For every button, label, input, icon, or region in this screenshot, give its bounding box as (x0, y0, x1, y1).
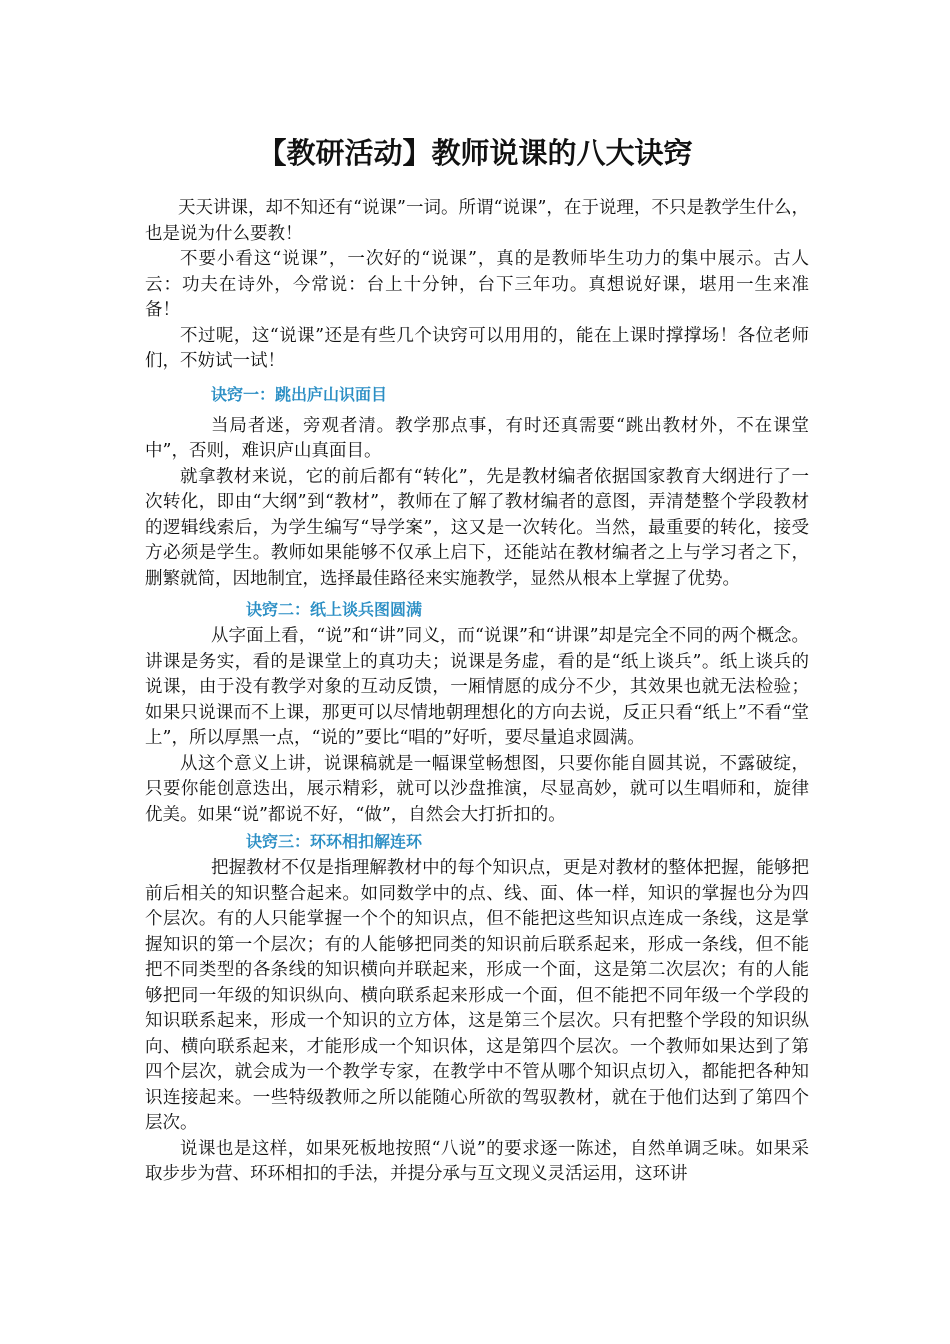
section-heading-2: 诀窍二：纸上谈兵图圆满 (246, 600, 423, 619)
page-title: 【教研活动】教师说课的八大诀窍 (257, 136, 693, 170)
paragraph-intro-3: 不过呢，这“说课”还是有些几个诀窍可以用用的，能在上课时撑撑场！各位老师们，不妨试一试！ (145, 325, 809, 371)
section-heading-1: 诀窍一：跳出庐山识面目 (211, 384, 388, 404)
section-heading-3: 诀窍三：环环相扣解连环 (246, 832, 423, 851)
paragraph-intro-1: 天天讲课，却不知还有“说课”一词。所谓“说课”，在于说理，不只是教学生什么，也是说为什么要教！ (145, 198, 809, 244)
paragraph-section2-2: 从这个意义上讲，说课稿就是一幅课堂畅想图，只要你能自圆其说，不露破绽，只要你能创意迭出，展示精彩，就可以沙盘推演，尽显高妙，就可以生唱师和，旋律优美。如果“说”都说不好，“做”，自然会大打折扣的。 (145, 753, 809, 825)
paragraph-section1-2: 就拿教材来说，它的前后都有“转化”，先是教材编者依据国家教育大纲进行了一次转化，即由“大纲”到“教材”，教师在了解了教材编者的意图，弄清楚整个学段教材的逻辑线索后，为学生编写“导学案”，这又是一次转化。当然，最重要的转化，接受方必须是学生。教师如果能够不仅承上启下，还能站在教材编者之上与学习者之下，删繁就简，因地制宜，选择最佳路径来实施教学，显然从根本上掌握了优势。 (145, 466, 809, 589)
paragraph-section3-1: 把握教材不仅是指理解教材中的每个知识点，更是对教材的整体把握，能够把前后相关的知识整合起来。如同数学中的点、线、面、体一样，知识的掌握也分为四个层次。有的人只能掌握一个个的知识点，但不能把这些知识点连成一条线，这是掌握知识的第一个层次；有的人能够把同类的知识前后联系起来，形成一条线，但不能把不同类型的各条线的知识横向并联起来，形成一个面，这是第二次层次；有的人能够把同一年级的知识纵向、横向联系起来形成一个面，但不能把不同年级一个学段的知识联系起来，形成一个知识的立方体，这是第三个层次。只有把整个学段的知识纵向、横向联系起来，才能形成一个知识体，这是第四个层次。一个教师如果达到了第四个层次，就会成为一个教学专家，在教学中不管从哪个知识点切入，都能把各种知识连接起来。一些特级教师之所以能随心所欲的驾驭教材，就在于他们达到了第四个层次。 (145, 858, 809, 1133)
document-body (145, 196, 809, 1188)
paragraph-section1-1: 当局者迷，旁观者清。教学那点事，有时还真需要“跳出教材外，不在课堂中”，否则，难识庐山真面目。 (145, 415, 809, 461)
paragraph-intro-2: 不要小看这“说课”，一次好的“说课”，真的是教师毕生功力的集中展示。古人云：功夫在诗外，今常说：台上十分钟，台下三年功。真想说好课，堪用一生来准备！ (145, 249, 809, 320)
paragraph-section2-1: 从字面上看，“说”和“讲”同义，而“说课”和“讲课”却是完全不同的两个概念。讲课是务实，看的是课堂上的真功夫；说课是务虚，看的是“纸上谈兵”。纸上谈兵的说课，由于没有教学对象的互动反馈，一厢情愿的成分不少，其效果也就无法检验；如果只说课而不上课，那更可以尽情地朝理想化的方向去说，反正只看“纸上”不看“堂上”，所以厚黑一点，“说的”要比“唱的”好听，要尽量追求圆满。 (145, 626, 809, 748)
paragraph-section3-2: 说课也是这样，如果死板地按照“八说”的要求逐一陈述，自然单调乏味。如果采取步步为营、环环相扣的手法，并提分承与互文现义灵活运用，这环讲 (145, 1138, 809, 1184)
